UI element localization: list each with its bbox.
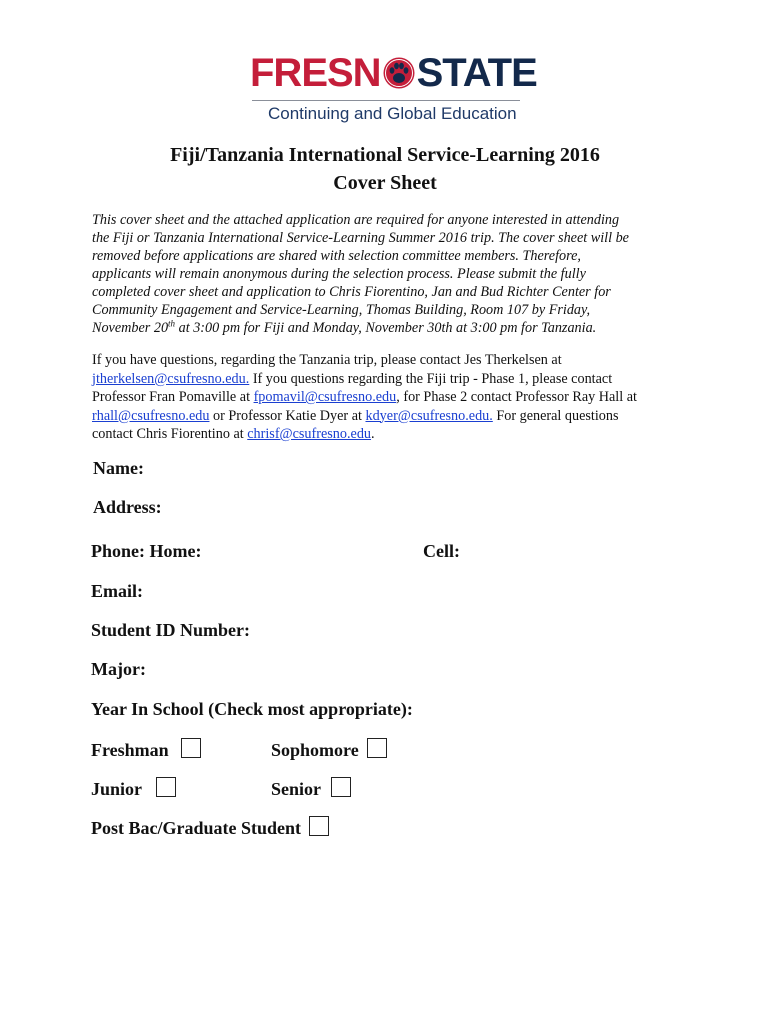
document-title: Fiji/Tanzania International Service-Learning 2016 (170, 144, 600, 166)
email-link-fran[interactable]: fpomavil@csufresno.edu (253, 389, 397, 405)
student-id-field-label: Student ID Number: (91, 620, 251, 640)
contact-text: Professor Fran Pomaville at (92, 389, 254, 405)
logo-word-left: FRESN (250, 51, 381, 95)
logo-wordmark (250, 51, 537, 95)
intro-line: the Fiji or Tanzania International Service-Learning Summer 2016 trip. The cover sheet will be (92, 230, 629, 246)
sophomore-option (271, 738, 387, 761)
email-field-label: Email: (91, 581, 143, 601)
year-in-school-heading: Year In School (Check most appropriate): (91, 699, 413, 719)
senior-option (271, 777, 351, 800)
logo-divider (252, 100, 520, 101)
contact-line (92, 425, 692, 444)
ordinal-suffix: th (168, 318, 176, 329)
email-link-ray[interactable]: rhall@csufresno.edu (92, 407, 210, 424)
junior-checkbox[interactable] (156, 777, 176, 797)
intro-line: Community Engagement and Service-Learning, Thomas Building, Room 107 by Friday, (92, 302, 591, 318)
contact-text: , for Phase 2 contact Professor Ray Hall at (396, 389, 637, 405)
freshman-checkbox[interactable] (181, 738, 201, 758)
email-link-katie[interactable]: kdyer@csufresno.edu. (365, 407, 493, 424)
contact-text: or Professor Katie Dyer at (209, 407, 366, 424)
major-field-label: Major: (91, 659, 146, 679)
contact-line: If you have questions, regarding the Tanzania trip, please contact Jes Therkelsen at (92, 352, 562, 368)
intro-deadline-date: November 20 (92, 320, 169, 336)
sophomore-checkbox[interactable] (367, 738, 387, 758)
logo-word-right: STATE (416, 51, 537, 95)
intro-line: applicants will remain anonymous during the selection process. Please submit the fully (92, 266, 586, 282)
contact-text: For general questions (492, 407, 619, 424)
intro-line: completed cover sheet and application to Chris Fiorentino, Jan and Bud Richter Center for (92, 284, 611, 300)
email-link-chris[interactable]: chrisf@csufresno.edu (247, 426, 372, 442)
contact-text: . (371, 426, 375, 442)
sophomore-label: Sophomore (271, 740, 359, 760)
junior-label: Junior (91, 779, 143, 799)
intro-line (92, 319, 682, 337)
email-link-jes[interactable]: jtherkelsen@csufresno.edu. (92, 370, 250, 387)
address-field-label: Address: (93, 497, 162, 517)
fresno-state-logo (250, 51, 537, 126)
name-field-label: Name: (93, 458, 144, 478)
contact-paragraph (92, 351, 692, 444)
post-bac-label: Post Bac/Graduate Student (91, 818, 302, 838)
senior-checkbox[interactable] (331, 777, 351, 797)
contact-line (92, 407, 692, 426)
senior-label: Senior (271, 779, 322, 799)
intro-line: This cover sheet and the attached application are required for anyone interested in attending (92, 212, 620, 228)
intro-line: removed before applications are shared with selection committee members. Therefore, (92, 248, 581, 264)
contact-line (92, 388, 692, 407)
logo-subtitle: Continuing and Global Education (268, 104, 517, 123)
document-subtitle: Cover Sheet (333, 172, 437, 194)
contact-text: contact Chris Fiorentino at (92, 426, 248, 442)
post-bac-option (91, 816, 329, 839)
cell-field-label: Cell: (423, 541, 460, 561)
freshman-option (91, 738, 201, 761)
junior-option (91, 777, 176, 800)
contact-line (92, 370, 692, 389)
post-bac-checkbox[interactable] (309, 816, 329, 836)
phone-home-field-label: Phone: Home: (91, 541, 202, 561)
paw-icon (382, 55, 416, 91)
freshman-label: Freshman (91, 740, 169, 760)
intro-paragraph (92, 211, 682, 337)
contact-text: If you questions regarding the Fiji trip - Phase 1, please contact (249, 370, 613, 387)
intro-deadline-rest: at 3:00 pm for Fiji and Monday, November 30th at 3:00 pm for Tanzania. (175, 320, 597, 336)
